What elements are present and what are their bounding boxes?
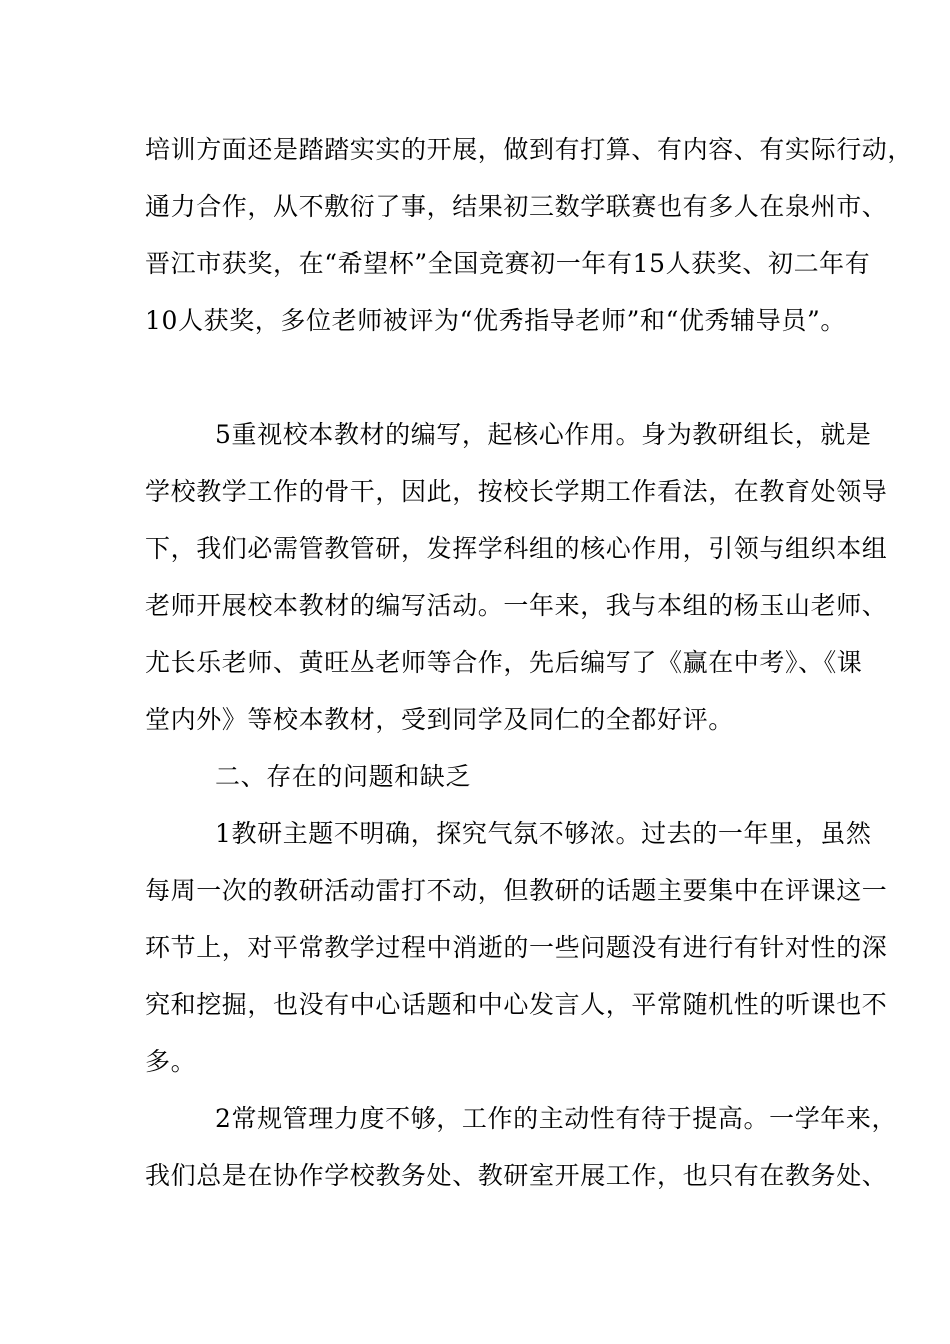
paragraph-first-line: 2常规管理力度不够，工作的主动性有待于提高。一学年来， (215, 1104, 898, 1133)
text-line: 我们总是在协作学校教务处、教研室开展工作，也只有在教务处、 (145, 1161, 888, 1190)
text-line: 晋江市获奖，在“希望杯”全国竞赛初一年有15人获奖、初二年有 (145, 249, 871, 278)
text-line: 下，我们必需管教管研，发挥学科组的核心作用，引领与组织本组 (145, 534, 888, 563)
text-line: 学校教学工作的骨干，因此，按校长学期工作看法，在教育处领导 (145, 477, 888, 506)
text-line: 尤长乐老师、黄旺丛老师等合作，先后编写了《赢在中考》、《课 (145, 648, 863, 677)
text-line: 环节上，对平常教学过程中消逝的一些问题没有进行有针对性的深 (145, 933, 888, 962)
text-line: 究和挖掘，也没有中心话题和中心发言人，平常随机性的听课也不 (145, 990, 888, 1019)
text-line: 堂内外》等校本教材，受到同学及同仁的全都好评。 (145, 705, 734, 734)
text-line: 多。 (145, 1047, 197, 1076)
text-line: 通力合作，从不敷衍了事，结果初三数学联赛也有多人在泉州市、 (145, 192, 888, 221)
section-heading: 二、存在的问题和缺乏 (215, 762, 472, 791)
text-line: 每周一次的教研活动雷打不动，但教研的话题主要集中在评课这一 (145, 876, 888, 905)
text-line: 培训方面还是踏踏实实的开展，做到有打算、有内容、有实际行动， (145, 135, 914, 164)
paragraph-first-line: 5重视校本教材的编写，起核心作用。身为教研组长，就是 (215, 420, 872, 449)
paragraph-first-line: 1教研主题不明确，探究气氛不够浓。过去的一年里，虽然 (215, 819, 872, 848)
text-line: 10人获奖，多位老师被评为“优秀指导老师”和“优秀辅导员”。 (145, 306, 846, 335)
text-line: 老师开展校本教材的编写活动。一年来，我与本组的杨玉山老师、 (145, 591, 888, 620)
